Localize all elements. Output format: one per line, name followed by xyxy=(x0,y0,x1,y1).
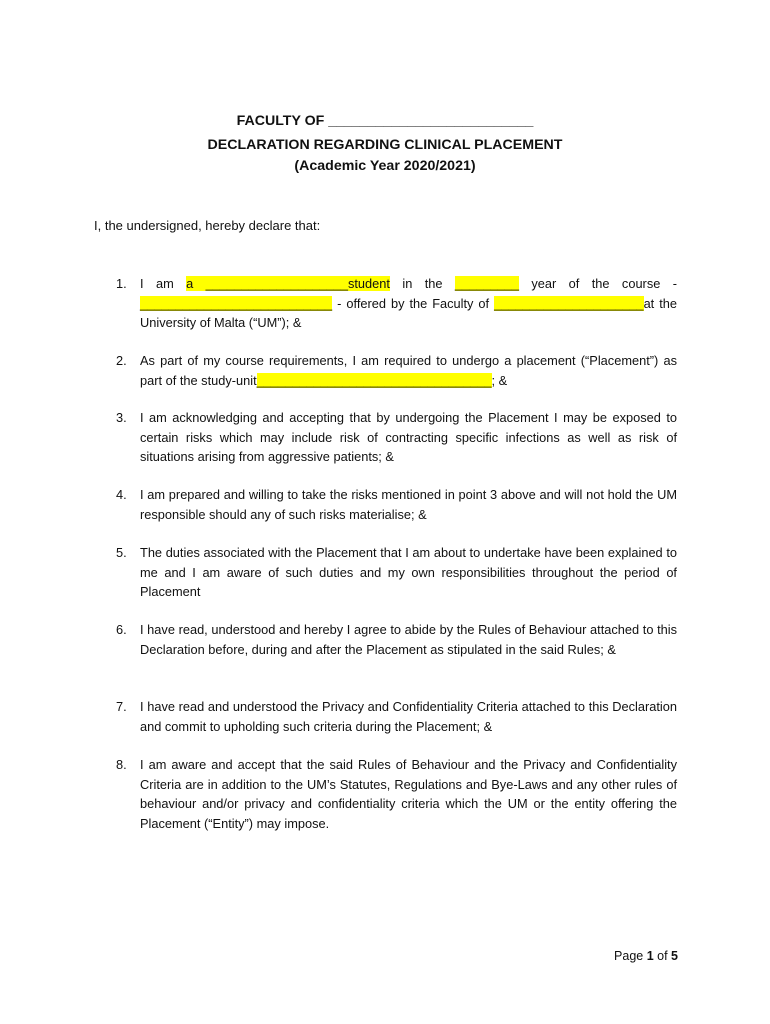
of-label: of xyxy=(653,949,672,963)
item-text: I have read and understood the Privacy and Confidentiality Criteria attached to this Declaration and commit to upholding such criteria during the Placement; & xyxy=(140,699,677,734)
course-field[interactable]: ___________________________ xyxy=(140,295,333,311)
item-number: 3. xyxy=(116,410,127,425)
item-text-part: - offered by the Faculty of xyxy=(332,295,495,311)
student-type-field[interactable]: a ____________________student xyxy=(186,276,390,291)
intro-statement: I, the undersigned, hereby declare that: xyxy=(94,218,321,233)
declaration-item-3 xyxy=(116,408,677,467)
faculty-heading: FACULTY OF __________________________ xyxy=(236,113,534,129)
item-text-part: in the xyxy=(389,276,455,291)
item-text xyxy=(140,351,677,390)
item-number: 8. xyxy=(116,757,127,772)
item-text: I am prepared and willing to take the risks mentioned in point 3 above and will not hold the UM responsible should any of such risks materialise; & xyxy=(140,487,677,522)
page-label: Page xyxy=(614,949,647,963)
item-number: 7. xyxy=(116,699,127,714)
item-text xyxy=(140,274,677,333)
item-number: 5. xyxy=(116,545,127,560)
total-pages: 5 xyxy=(671,949,678,963)
declaration-item-7 xyxy=(116,697,677,736)
item-text-part: I am xyxy=(140,276,187,291)
declaration-item-8 xyxy=(116,755,677,833)
item-number: 2. xyxy=(116,353,127,368)
declaration-item-4 xyxy=(116,485,677,524)
item-text-part: year of the course - xyxy=(518,276,677,291)
item-text: I am acknowledging and accepting that by undergoing the Placement I may be exposed to certain risks which may include risk of contracting specific infections as well as risk of situations arising from aggressive patients; & xyxy=(140,410,677,464)
year-field[interactable]: _________ xyxy=(454,276,519,291)
declaration-item-5 xyxy=(116,543,677,602)
item-text-part: As part of my course requirements, I am required to undergo a placement (“Placement”) as part of the study-unit xyxy=(140,353,677,388)
academic-year: (Academic Year 2020/2021) xyxy=(294,158,476,174)
item-text-part: ; & xyxy=(491,372,508,388)
faculty-field[interactable]: _____________________ xyxy=(494,295,644,311)
page-number xyxy=(614,946,678,966)
study-unit-field[interactable]: _________________________________ xyxy=(256,372,492,388)
declaration-item-6 xyxy=(116,620,677,659)
item-text-part: at the University of Malta (“UM”); & xyxy=(140,295,677,330)
item-number: 6. xyxy=(116,622,127,637)
item-text: The duties associated with the Placement that I am about to undertake have been explained to me and I am aware of such duties and my own responsibilities throughout the period of Placement xyxy=(140,545,677,599)
item-number: 4. xyxy=(116,487,127,502)
item-text: I have read, understood and hereby I agree to abide by the Rules of Behaviour attached to this Declaration before, during and after the Placement as stipulated in the said Rules; & xyxy=(140,622,677,657)
item-number: 1. xyxy=(116,276,127,291)
declaration-item-1 xyxy=(116,274,677,333)
item-text: I am aware and accept that the said Rules of Behaviour and the Privacy and Confidentiality Criteria are in addition to the UM’s Statutes, Regulations and Bye-Laws and any other rules of behaviour and/or privacy and confidentiality criteria which the UM or the entity offering the Placement (“Entity”) may impose. xyxy=(140,757,677,831)
declaration-item-2 xyxy=(116,351,677,390)
current-page: 1 xyxy=(646,949,654,963)
document-title: DECLARATION REGARDING CLINICAL PLACEMENT xyxy=(207,137,563,153)
